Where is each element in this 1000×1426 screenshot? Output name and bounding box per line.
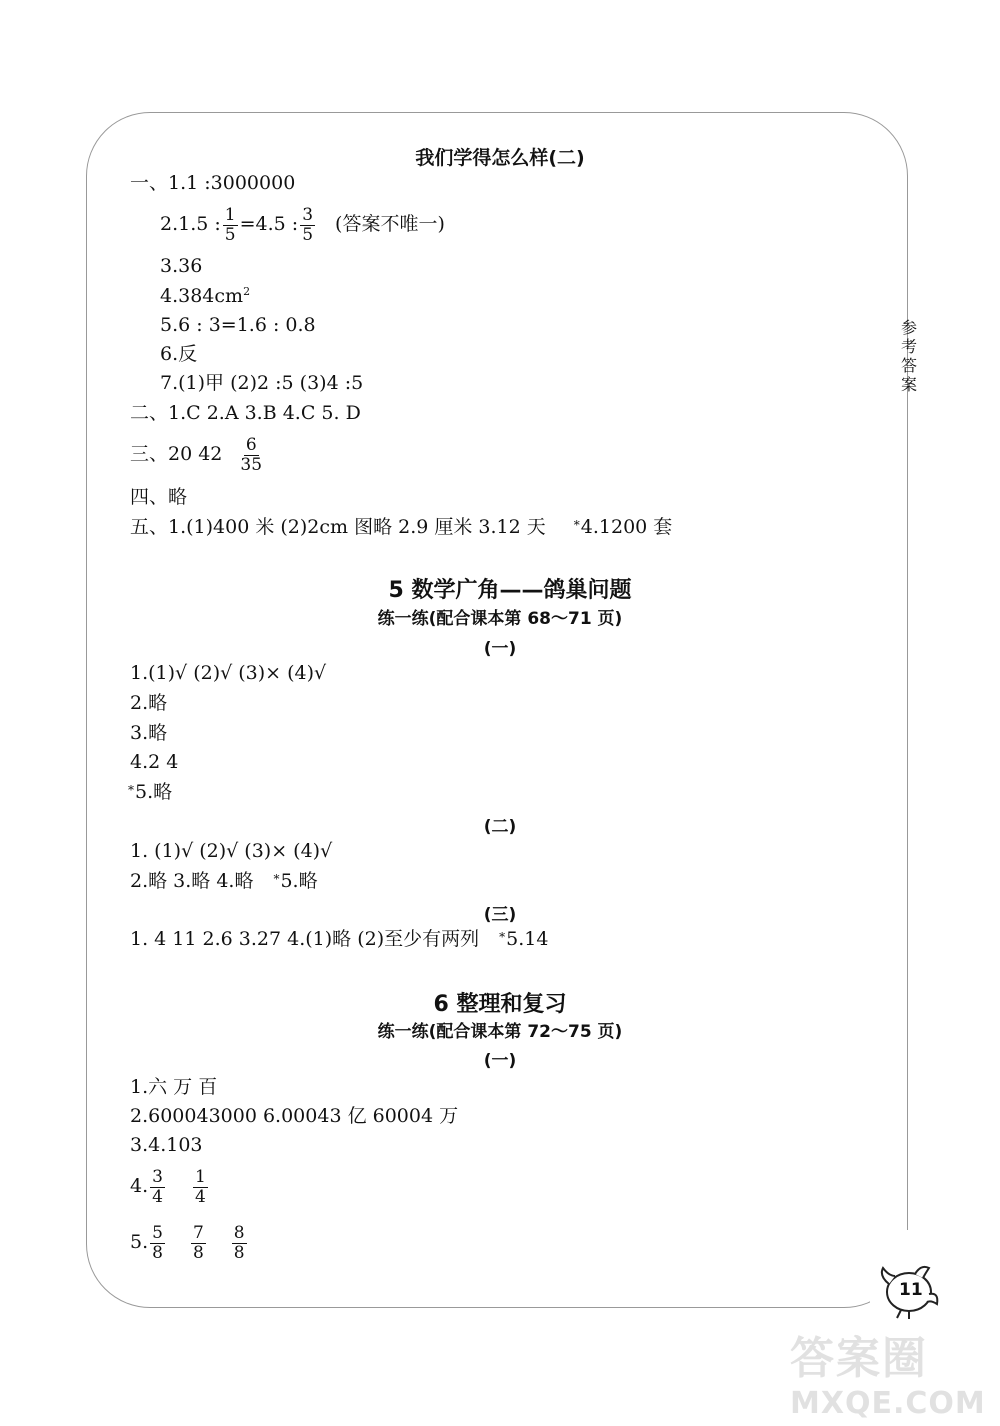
numerator: 3 xyxy=(302,204,314,225)
s5-p1-line-4: 4.2 4 xyxy=(130,751,179,773)
fraction xyxy=(300,206,315,245)
denominator: 8 xyxy=(233,1242,245,1263)
s5-p1-line-5 xyxy=(128,781,172,803)
review-line-3: 3.36 xyxy=(160,255,203,277)
review-line-7: 7.(1)甲 (2)2 :5 (3)4 :5 xyxy=(160,372,364,394)
denominator: 35 xyxy=(240,454,263,475)
review-line-1: 一、1.1 :3000000 xyxy=(130,172,296,194)
text: 5.略 xyxy=(135,781,173,803)
review-line-5: 5.6 : 3=1.6 : 0.8 xyxy=(160,314,316,336)
section6-title: 6 整理和复习 xyxy=(433,992,567,1017)
fraction xyxy=(232,1224,247,1263)
section6-subtitle: 练一练(配合课本第 72～75 页) xyxy=(377,1022,623,1042)
asterisk: * xyxy=(573,518,580,532)
review-line-2 xyxy=(160,200,445,248)
s6-line-1: 1.六 万 百 xyxy=(130,1076,218,1098)
text: 5.略 xyxy=(280,870,318,892)
side-char: 参 xyxy=(900,318,917,337)
review-line-11 xyxy=(130,516,672,538)
fraction xyxy=(193,1168,208,1207)
section6-part1-heading: (一) xyxy=(483,1051,517,1071)
review-line-9 xyxy=(130,430,266,478)
review-line-8: 二、1.C 2.A 3.B 4.C 5. D xyxy=(130,402,361,424)
asterisk: * xyxy=(273,872,280,886)
s5-p1-line-3: 3.略 xyxy=(130,722,168,744)
s6-line-3: 3.4.103 xyxy=(130,1134,203,1156)
text: 4. xyxy=(130,1175,149,1197)
answer-key-side-label xyxy=(898,318,920,394)
s5-p2-line-2 xyxy=(130,870,318,892)
numerator: 1 xyxy=(194,1166,206,1187)
numerator: 3 xyxy=(152,1166,163,1187)
numerator: 8 xyxy=(233,1222,245,1243)
s6-line-5 xyxy=(130,1218,249,1266)
superscript: 2 xyxy=(243,285,251,298)
denominator: 4 xyxy=(152,1186,163,1207)
side-char: 答 xyxy=(900,356,917,375)
s5-p1-line-1: 1.(1)√ (2)√ (3)× (4)√ xyxy=(130,662,327,684)
numerator: 5 xyxy=(152,1222,163,1243)
s5-p3-line-1 xyxy=(130,928,548,950)
numerator: 1 xyxy=(224,204,236,225)
text: =4.5 : xyxy=(239,213,299,235)
text: 五、1.(1)400 米 (2)2cm 图略 2.9 厘米 3.12 天 xyxy=(130,516,546,538)
text: 三、20 42 xyxy=(130,443,223,465)
section5-part3-heading: (三) xyxy=(483,905,517,925)
page-number-mascot xyxy=(875,1262,941,1320)
fraction xyxy=(223,206,238,245)
side-char: 案 xyxy=(900,375,917,394)
s6-line-4 xyxy=(130,1162,210,1210)
watermark-logo-text: 答案圈 xyxy=(790,1333,928,1384)
section5-part1-heading: (一) xyxy=(483,639,517,659)
watermark-url: MXQE.COM xyxy=(790,1386,986,1421)
text: (答案不唯一) xyxy=(335,213,445,235)
text: 4.1200 套 xyxy=(580,516,673,538)
review-line-10: 四、略 xyxy=(130,486,188,508)
denominator: 8 xyxy=(152,1242,163,1263)
page-number: 11 xyxy=(899,1280,923,1300)
section5-title: 5 数学广角——鸽巢问题 xyxy=(388,578,632,603)
review-line-6: 6.反 xyxy=(160,343,198,365)
fraction xyxy=(150,1168,165,1207)
fraction xyxy=(191,1224,206,1263)
denominator: 4 xyxy=(194,1186,206,1207)
denominator: 8 xyxy=(192,1242,204,1263)
text: 4.384cm xyxy=(160,285,244,307)
numerator: 6 xyxy=(245,434,257,455)
section5-part2-heading: (二) xyxy=(483,817,517,837)
text: 2.略 3.略 4.略 xyxy=(130,870,254,892)
review-line-4 xyxy=(160,285,250,307)
asterisk: * xyxy=(499,930,506,944)
denominator: 5 xyxy=(224,224,236,245)
watermark xyxy=(790,1322,990,1422)
numerator: 7 xyxy=(192,1222,204,1243)
fraction xyxy=(238,436,264,475)
review-title: 我们学得怎么样(二) xyxy=(415,147,585,169)
text: 5. xyxy=(130,1231,149,1253)
text: 1. 4 11 2.6 3.27 4.(1)略 (2)至少有两列 xyxy=(130,928,480,950)
denominator: 5 xyxy=(302,224,314,245)
s5-p1-line-2: 2.略 xyxy=(130,692,168,714)
s6-line-2: 2.600043000 6.00043 亿 60004 万 xyxy=(130,1105,459,1127)
side-char: 考 xyxy=(900,337,917,356)
text: 2.1.5 : xyxy=(160,213,221,235)
asterisk: * xyxy=(128,783,134,797)
s5-p2-line-1: 1. (1)√ (2)√ (3)× (4)√ xyxy=(130,840,333,862)
section5-subtitle: 练一练(配合课本第 68～71 页) xyxy=(377,609,623,629)
fraction xyxy=(150,1224,165,1263)
text: 5.14 xyxy=(506,928,549,950)
